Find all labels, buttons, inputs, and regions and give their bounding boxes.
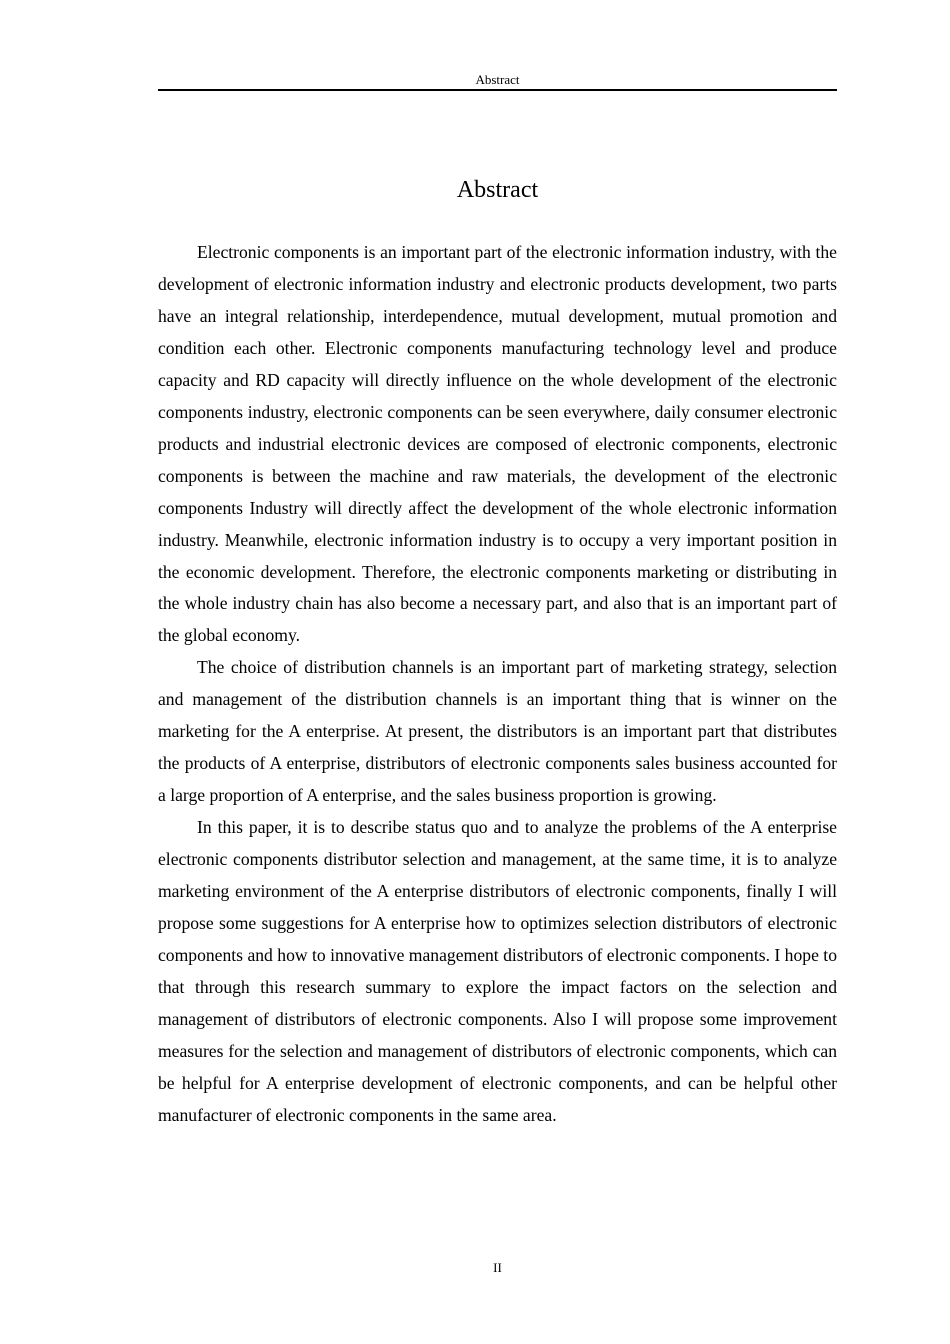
paragraph-1: Electronic components is an important part of the electronic information industry, with the development of electronic information industry and electronic products development, two parts have an integral relationship, interdependence, mutual development, mutual promotion and condition each other. Electronic components manufacturing technology level and produce capacity and RD capacity will directly influence on the whole development of the electronic components industry, electronic components can be seen everywhere, daily consumer electronic products and industrial electronic devices are composed of electronic components, electronic components is between the machine and raw materials, the development of the electronic components Industry will directly affect the development of the whole electronic information industry. Meanwhile, electronic information industry is to occupy a very important position in the economic development. Therefore, the electronic components marketing or distributing in the whole industry chain has also become a necessary part, and also that is an important part of the global economy. xyxy=(158,242,837,646)
header-rule xyxy=(158,89,837,91)
paragraph-2: The choice of distribution channels is an important part of marketing strategy, selection and management of the distribution channels is an important thing that is winner on the marketing for the A enterprise. At present, the distributors is an important part that distributes the products of A enterprise, distributors of electronic components sales business accounted for a large proportion of A enterprise, and the sales business proportion is growing. xyxy=(158,657,837,806)
abstract-body xyxy=(158,237,837,1132)
running-header: Abstract xyxy=(475,72,520,87)
paragraph-3: In this paper, it is to describe status quo and to analyze the problems of the A enterprise electronic components distributor selection and management, at the same time, it is to analyze marketing environment of the A enterprise distributors of electronic components, finally I will propose some suggestions for A enterprise how to optimizes selection distributors of electronic components and how to innovative management distributors of electronic components. I hope to that through this research summary to explore the impact factors on the selection and management of distributors of electronic components. Also I will propose some improvement measures for the selection and management of distributors of electronic components, which can be helpful for A enterprise development of electronic components, and can be helpful other manufacturer of electronic components in the same area. xyxy=(158,817,837,1125)
page-number: II xyxy=(493,1260,502,1275)
page-title: Abstract xyxy=(456,177,539,203)
